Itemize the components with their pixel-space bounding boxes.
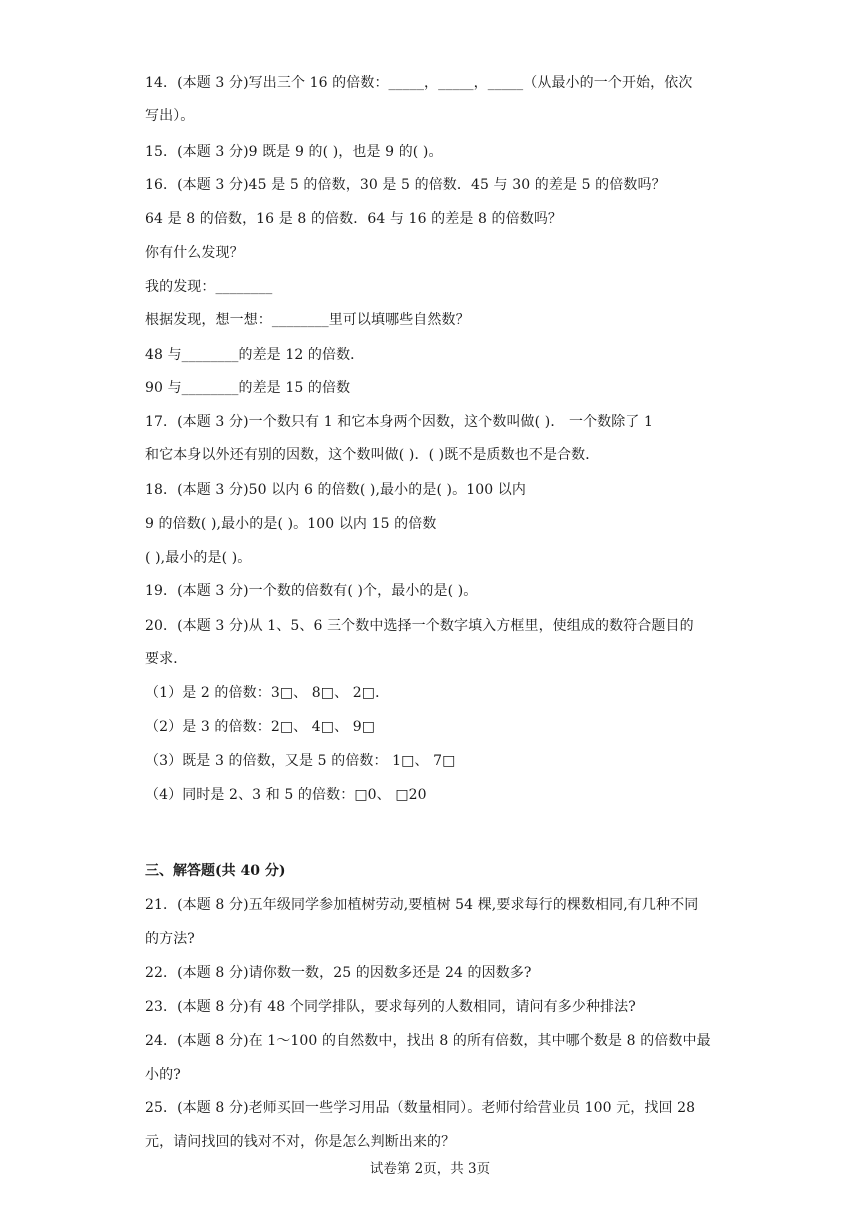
question-16-line-7: 90 与________的差是 15 的倍数: [145, 380, 351, 396]
question-25-line-2: 元，请问找回的钱对不对，你是怎么判断出来的？: [145, 1134, 456, 1150]
question-16-line-2: 64 是 8 的倍数，16 是 8 的倍数．64 与 16 的差是 8 的倍数吗？: [145, 211, 563, 227]
question-15: 15．(本题 3 分)9 既是 9 的( )，也是 9 的( )。: [145, 144, 443, 160]
question-18-line-3: ( ),最小的是( )。: [145, 550, 252, 566]
question-18-line-1: 18．(本题 3 分)50 以内 6 的倍数( ),最小的是( )。100 以内: [145, 482, 526, 498]
question-20-item-4: （4）同时是 2、3 和 5 的倍数：□0、 □20: [145, 787, 427, 803]
question-23: 23．(本题 8 分)有 48 个同学排队，要求每列的人数相同，请问有多少种排法?: [145, 999, 636, 1015]
question-17-line-1: 17．(本题 3 分)一个数只有 1 和它本身两个因数，这个数叫做( )． 一个数除了 1: [145, 414, 654, 430]
question-22: 22．(本题 8 分)请你数一数，25 的因数多还是 24 的因数多?: [145, 965, 532, 981]
question-16-line-4: 我的发现：________: [145, 279, 273, 295]
section-title: 三、解答题(共 40 分): [145, 863, 286, 879]
question-24-line-2: 小的?: [145, 1067, 181, 1083]
question-20-line-1: 20．(本题 3 分)从 1、5、6 三个数中选择一个数字填入方框里，使组成的数符合题目的: [145, 618, 694, 634]
question-16-line-5: 根据发现，想一想：________里可以填哪些自然数？: [145, 312, 470, 328]
question-21-line-2: 的方法?: [145, 931, 195, 947]
question-20-item-1: （1）是 2 的倍数：3□、 8□、 2□．: [145, 685, 390, 701]
question-20-item-3: （3）既是 3 的倍数，又是 5 的倍数： 1□、 7□: [145, 753, 456, 769]
question-16-line-1: 16．(本题 3 分)45 是 5 的倍数，30 是 5 的倍数．45 与 30 的差是 5 的倍数吗？: [145, 177, 666, 193]
question-14-line-1: 14．(本题 3 分)写出三个 16 的倍数：_____，_____，_____（从最小的一个开始，依次: [145, 75, 693, 91]
page-footer: 试卷第 2页，共 3页: [369, 1161, 491, 1177]
question-20-item-2: （2）是 3 的倍数：2□、 4□、 9□: [145, 719, 376, 735]
question-17-line-2: 和它本身以外还有别的因数，这个数叫做( )．( )既不是质数也不是合数．: [145, 447, 600, 463]
question-19: 19．(本题 3 分)一个数的倍数有( )个，最小的是( )。: [145, 583, 478, 599]
question-18-line-2: 9 的倍数( ),最小的是( )。100 以内 15 的倍数: [145, 516, 437, 532]
question-20-line-2: 要求．: [145, 651, 188, 667]
question-16-line-6: 48 与________的差是 12 的倍数．: [145, 347, 365, 363]
question-21-line-1: 21．(本题 8 分)五年级同学参加植树劳动,要植树 54 棵,要求每行的棵数相同,有几种不同: [145, 897, 699, 913]
question-24-line-1: 24．(本题 8 分)在 1～100 的自然数中，找出 8 的所有倍数，其中哪个数是 8 的倍数中最: [145, 1033, 711, 1049]
question-25-line-1: 25．(本题 8 分)老师买回一些学习用品（数量相同）。老师付给营业员 100 元，找回 28: [145, 1100, 696, 1116]
question-16-line-3: 你有什么发现？: [145, 245, 244, 261]
question-14-line-2: 写出）。: [145, 108, 195, 124]
